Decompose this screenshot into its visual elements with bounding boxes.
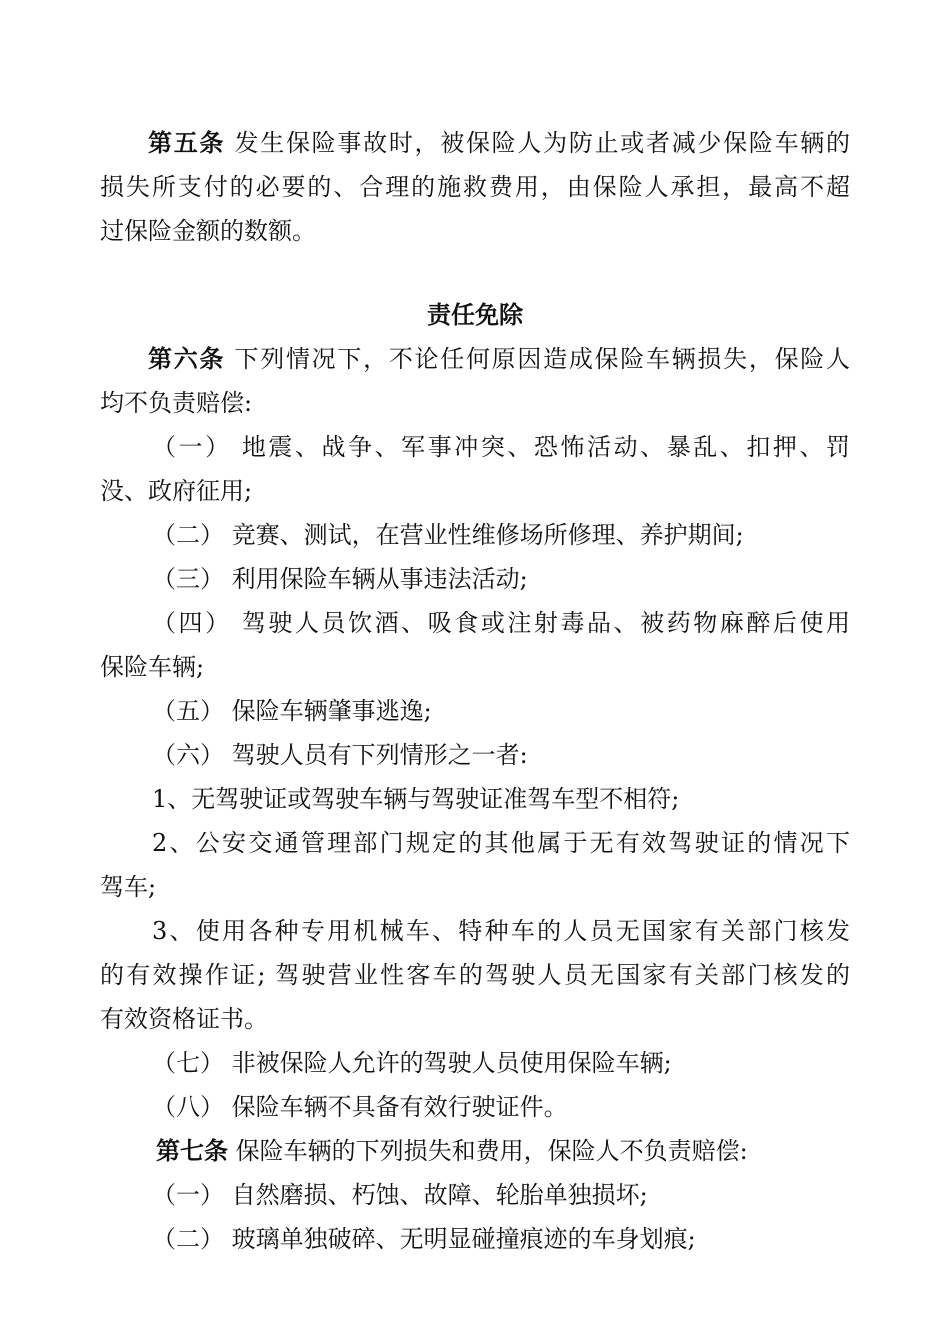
item-number: （八） [152,1093,224,1121]
article5-line2: 损失所支付的必要的、合理的施救费用，由保险人承担，最高不超 [100,173,850,201]
article6-item7 [152,1047,902,1079]
item-number: （五） [152,697,224,725]
item-text: 地震、战争、军事冲突、恐怖活动、暴乱、扣押、罚 [241,433,851,461]
article6-item5 [152,695,902,727]
article6-sub3-line3: 有效资格证书。 [100,1005,268,1033]
article6-sub3-line2: 的有效操作证; 驾驶营业性客车的驾驶人员无国家有关部门核发的 [100,961,850,989]
article5-heading: 第五条 [148,128,226,157]
article6-sub1: 1、无驾驶证或驾驶车辆与驾驶证准驾车型不相符; [152,785,680,813]
article5-line3: 过保险金额的数额。 [100,217,316,245]
item-text: 利用保险车辆从事违法活动; [231,565,528,593]
article6-text-1: 下列情况下，不论任何原因造成保险车辆损失，保险人 [234,345,851,373]
item-number: （三） [152,565,224,593]
item-text: 玻璃单独破碎、无明显碰撞痕迹的车身划痕; [231,1225,696,1253]
item-text: 驾驶人员饮酒、吸食或注射毒品、被药物麻醉后使用 [241,609,851,637]
item-number: （二） [152,521,224,549]
article6-item4-line1 [152,607,850,639]
item-text: 竞赛、测试，在营业性维修场所修理、养护期间; [231,521,744,549]
item-text: 保险车辆不具备有效行驶证件。 [231,1093,568,1121]
item-text: 保险车辆肇事逃逸; [231,697,432,725]
item-text: 自然磨损、朽蚀、故障、轮胎单独损坏; [231,1181,648,1209]
item-number: （一） [152,1181,224,1209]
article6-item3 [152,563,902,595]
article6-item4-line2: 保险车辆; [100,653,205,681]
item-number: （四） [152,609,232,637]
article6-item1-line1 [152,431,850,463]
article6-sub2-line1: 2、公安交通管理部门规定的其他属于无有效驾驶证的情况下 [152,829,850,857]
article6-line2: 均不负责赔偿: [100,389,253,417]
article7-heading: 第七条 [156,1136,228,1165]
item-text: 非被保险人允许的驾驶人员使用保险车辆; [231,1049,672,1077]
article7-item1 [152,1179,902,1211]
item-text: 驾驶人员有下列情形之一者: [231,741,528,769]
article7-item2 [152,1223,902,1255]
article6-item1-line2: 没、政府征用; [100,477,253,505]
article5-line1 [148,127,850,159]
article6-sub2-line2: 驾车; [100,873,157,901]
article7-text-1: 保险车辆的下列损失和费用，保险人不负责赔偿: [235,1137,748,1165]
article6-sub3-line1: 3、使用各种专用机械车、特种车的人员无国家有关部门核发 [152,917,850,945]
item-number: （二） [152,1225,224,1253]
article6-item8 [152,1091,902,1123]
item-number: （六） [152,741,224,769]
article6-item2 [152,519,902,551]
article6-item6 [152,739,902,771]
item-number: （一） [152,433,232,461]
section-title: 责任免除 [427,300,523,329]
article7-line1 [156,1135,906,1167]
article6-line1 [148,343,850,375]
item-number: （七） [152,1049,224,1077]
article6-heading: 第六条 [148,344,226,373]
article5-text-1: 发生保险事故时，被保险人为防止或者减少保险车辆的 [234,129,851,157]
